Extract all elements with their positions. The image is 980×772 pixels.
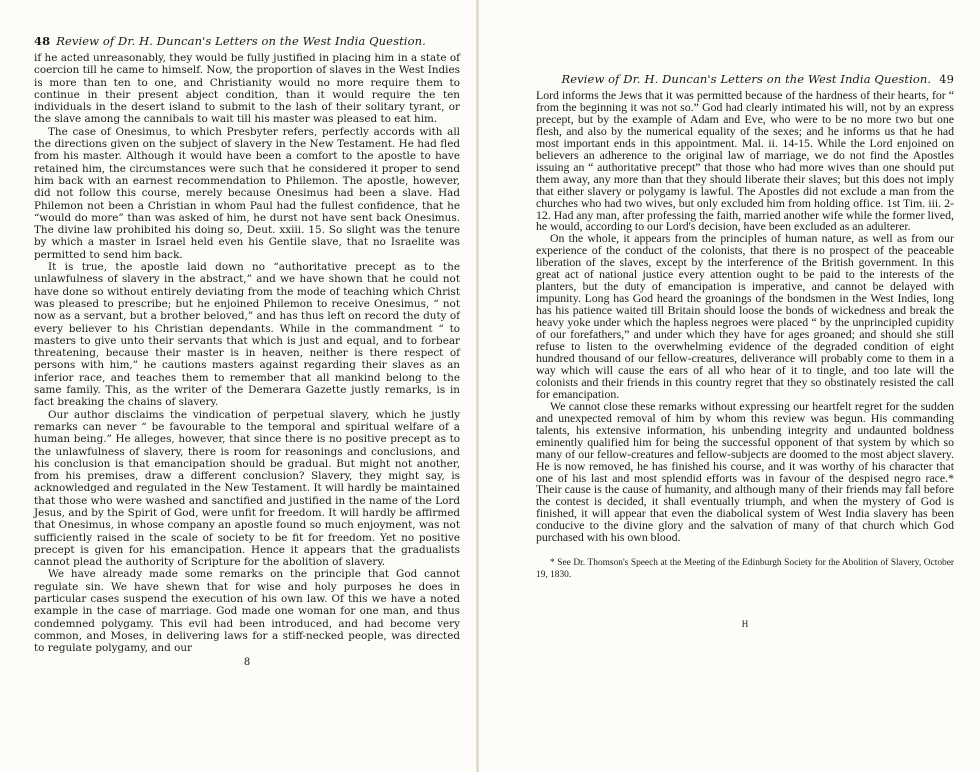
right-running-title: Review of Dr. H. Duncan's Letters on the West India Question.: [561, 72, 932, 86]
left-running-title: Review of Dr. H. Duncan's Letters on the West India Question.: [56, 34, 426, 48]
left-paragraph: if he acted unreasonably, they would be fully justified in placing him in a state of coercion till he came to himself. Now, the proportion of slaves in the West Indies is more than ten to one, and Christianity would no more require them to continue in their present abject condition, than it would require the ten individuals in the desert island to submit to the lash of their solitary tyrant, or the slave among the cannibals to wait till his master was pleased to eat him.: [34, 52, 460, 126]
left-running-head: [34, 34, 460, 48]
left-body-text: [34, 52, 460, 655]
left-paragraph: We have already made some remarks on the principle that God cannot regulate sin. We have shewn that for wise and holy purposes he does in particular cases suspend the execution of his own law. Of this we have a noted example in the case of marriage. God made one woman for one man, and thus condemned polygamy. This evil had been introduced, and had become very common, and Moses, in delivering laws for a stiff-necked people, was directed to regulate polygamy, and our: [34, 568, 460, 655]
right-body-text: [536, 90, 954, 544]
left-paragraph: Our author disclaims the vindication of perpetual slavery, which he justly remarks can never “ be favourable to the temporal and spiritual welfare of a human being.” He alleges, however, that since there is no positive precept as to the unlawfulness of slavery, there is room for reasonings and conclusions, and his conclusion is that emancipation should be gradual. But might not another, from his premises, draw a different conclusion? Slavery, they might say, is acknowledged and regulated in the New Testament. It will hardly be maintained that those who were washed and sanctified and justified in the name of the Lord Jesus, and by the Spirit of God, were unfit for freedom. It will hardly be affirmed that Onesimus, in whose company an apostle found so much enjoyment, was not sufficiently raised in the scale of society to be fit for freedom. Yet no positive precept is given for his emancipation. Hence it appears that the gradualists cannot plead the authority of Scripture for the abolition of slavery.: [34, 408, 460, 569]
right-page-number: 49: [939, 72, 954, 86]
left-paragraph: The case of Onesimus, to which Presbyter refers, perfectly accords with all the directions given on the subject of slavery in the New Testament. He had fled from his master. Although it would have been a comfort to the apostle to have retained him, the circumstances were such that he considered it proper to send him back with an earnest recommendation to Philemon. The apostle, however, did not follow this course, merely because Onesimus had been a slave. Had Philemon not been a Christian in whom Paul had the fullest confidence, that he “would do more” than was asked of him, he durst not have sent back Onesimus. The divine law prohibited his doing so, Deut. xxiii. 15. So slight was the tenure by which a master in Israel held even his Gentile slave, that no Israelite was permitted to send him back.: [34, 125, 460, 261]
right-paragraph: On the whole, it appears from the principles of human nature, as well as from our experience of the conduct of the colonists, that there is no prospect of the peaceable liberation of the slaves, except by the interference of the British government. In this great act of national justice every attention ought to be paid to the interests of the planters, but the duty of emancipation is imperative, and cannot be delayed with impunity. Long has God heard the groanings of the bondsmen in the West Indies, long has his patience waited till Britain should loose the bonds of wickedness and break the heavy yoke under which the hapless negroes were placed “ by the unprincipled cupidity of our forefathers,” and under which they have for ages groaned; and should she still refuse to listen to the overwhelming evidence of the degraded condition of eight hundred thousand of our fellow-creatures, deliverance will probably come to them in a way which will cause the ears of all who hear of it to tingle, and too late will the colonists and their friends in this country regret that they so obstinately resisted the call for emancipation.: [536, 231, 954, 401]
right-signature-mark: H: [741, 619, 749, 630]
right-running-head: [536, 72, 954, 86]
right-paragraph: We cannot close these remarks without expressing our heartfelt regret for the sudden and unexpected removal of him by whom this review was begun. His commanding talents, his extensive information, his unbending integrity and undaunted boldness eminently qualified him for being the successful opponent of that system by which so many of our fellow-creatures and fellow-subjects are doomed to the most abject slavery. He is now removed, he has finished his course, and it was worthy of his character that one of his last and most splendid efforts was in favour of the despised negro race.* Their cause is the cause of humanity, and although many of their friends may fall before the contest is decided, it shall eventually triumph, and when the mystery of God is finished, it will appear that even the diabolical system of West India slavery has been conducive to the divine glory and the salvation of many of that church which God purchased with his own blood.: [536, 398, 954, 545]
footnote: * See Dr. Thomson's Speech at the Meeting of the Edinburgh Society for the Abolition of Slavery, October 19, 1830.: [536, 558, 954, 580]
left-page: [0, 0, 478, 772]
left-page-number: 48: [34, 34, 51, 48]
right-paragraph: Lord informs the Jews that it was permitted because of the hardness of their hearts, for “ from the beginning it was not so.” God had clearly intimated his will, not by an express precept, but by the example of Adam and Eve, who were to be no more two but one flesh, and also by the numerical equality of the sexes; and he informs us that he had most important ends in this appointment. Mal. ii. 14-15. While the Lord enjoined on believers an adherence to the original law of marriage, we do not find the Apostles issuing an “ authoritative precept” that those who had more wives than one should put them away, any more than that they should liberate their slaves; but this does not imply that either slavery or polygamy is lawful. The Apostles did not exclude a man from the churches who had two wives, but only excluded him from holding office. 1st Tim. iii. 2-12. Had any man, after professing the faith, married another wife while the former lived, he would, according to our Lord's decision, have been excluded as an adulterer.: [536, 88, 954, 234]
left-signature-mark: 8: [243, 656, 251, 668]
right-page: [478, 0, 980, 772]
left-paragraph: It is true, the apostle laid down no “authoritative precept as to the unlawfulness of slavery in the abstract,” and we have shown that he could not have done so without entirely deviating from the mode of teaching which Christ was pleased to prescribe; but he enjoined Philemon to receive Onesimus, “ not now as a servant, but a brother beloved,” and has thus left on record the duty of every believer to his Christian dependants. While in the commandment “ to masters to give unto their servants that which is just and equal, and to forbear threatening, because their master is in heaven, neither is there respect of persons with him,” he cautions masters against regarding their slaves as an inferior race, and teaches them to remember that all mankind belong to the same family. This, as the writer of the Demerara Gazette justly remarks, is in fact breaking the chains of slavery.: [34, 261, 460, 409]
